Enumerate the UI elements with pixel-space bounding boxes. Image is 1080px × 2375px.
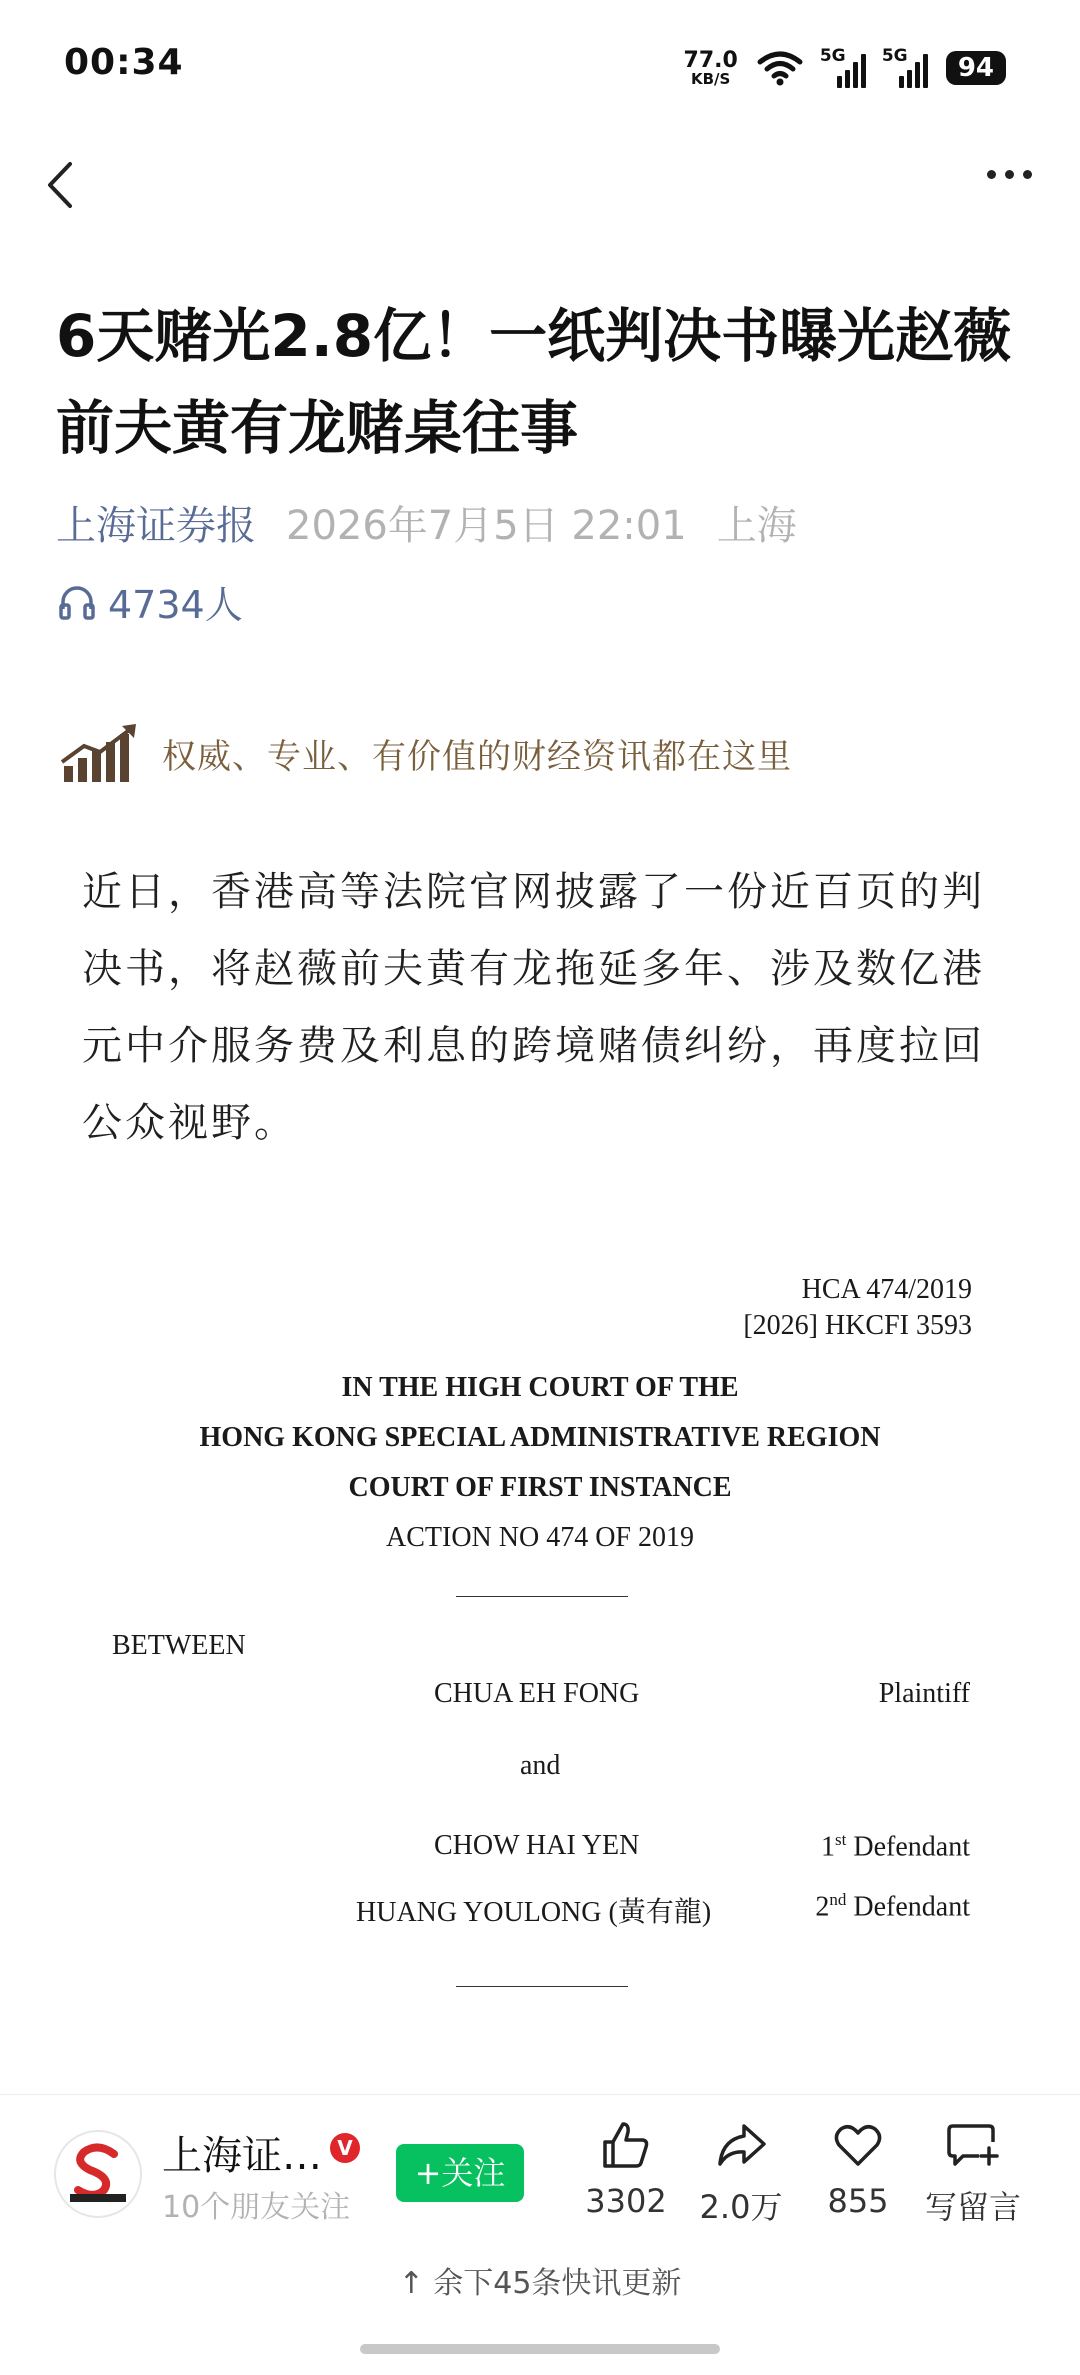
brand-banner	[60, 722, 792, 784]
action-number: ACTION NO 474 OF 2019	[386, 1522, 694, 1553]
and-label: and	[520, 1750, 561, 1781]
case-number: HCA 474/2019	[801, 1274, 972, 1305]
case-citation: [2026] HKCFI 3593	[743, 1310, 972, 1341]
article-title: 6天赌光2.8亿！一纸判决书曝光赵薇前夫黄有龙赌桌往事	[56, 302, 1012, 462]
more-options-icon[interactable]	[987, 170, 1032, 179]
net-speed-unit: KB/S	[691, 69, 731, 88]
case-number-block	[743, 1272, 972, 1344]
comment-button[interactable]	[918, 2118, 1028, 2228]
article-paragraph: 近日，香港高等法院官网披露了一份近百页的判决书，将赵薇前夫黄有龙拖延多年、涉及数亿港元中介服务费及利息的跨境赌债纠纷，再度拉回公众视野。	[82, 869, 985, 1146]
signal-icon-1	[819, 46, 866, 88]
back-arrow-icon[interactable]	[40, 160, 80, 210]
favorite-count: 855	[827, 2182, 889, 2220]
defendant-2-ordinal: 2	[815, 1891, 830, 1923]
publish-date: 2026年7月5日 22:01	[286, 503, 687, 549]
like-button[interactable]	[571, 2118, 681, 2220]
home-indicator[interactable]	[360, 2344, 720, 2354]
listen-button[interactable]	[58, 574, 243, 629]
defendant-1-name: CHOW HAI YEN	[434, 1830, 640, 1861]
article-meta	[56, 494, 797, 551]
remaining-updates-link[interactable]: ↑ 余下45条快讯更新	[398, 2266, 682, 2301]
account-avatar[interactable]	[54, 2130, 142, 2218]
heart-icon	[831, 2118, 885, 2172]
defendant-2-role-label: Defendant	[853, 1891, 970, 1923]
plaintiff-role: Plaintiff	[878, 1678, 970, 1709]
status-icons	[684, 48, 1006, 88]
court-line-1: IN THE HIGH COURT OF THE	[341, 1372, 739, 1403]
signal-label-2: 5G	[881, 46, 908, 66]
publisher-logo-icon	[56, 2132, 140, 2216]
court-line-3: COURT OF FIRST INSTANCE	[348, 1472, 732, 1503]
signal-label-1: 5G	[819, 46, 846, 66]
share-icon	[714, 2118, 768, 2172]
share-button[interactable]	[686, 2118, 796, 2228]
defendant-2-suffix: nd	[829, 1890, 847, 1909]
like-count: 3302	[585, 2182, 667, 2220]
banner-text: 权威、专业、有价值的财经资讯都在这里	[162, 736, 792, 777]
favorite-button[interactable]	[803, 2118, 913, 2220]
between-label: BETWEEN	[112, 1630, 246, 1661]
defendant-2-role	[815, 1890, 970, 1923]
defendant-2-name: HUANG YOULONG (黃有龍)	[356, 1897, 712, 1928]
source-link[interactable]: 上海证券报	[56, 503, 256, 549]
listener-count: 4734人	[108, 583, 243, 627]
follow-button[interactable]: +关注	[396, 2144, 524, 2202]
plaintiff-name: CHUA EH FONG	[434, 1678, 640, 1709]
friends-follow-count: 10个朋友关注	[162, 2190, 351, 2225]
defendant-1-ordinal: 1	[821, 1831, 836, 1863]
chart-growth-icon	[60, 722, 140, 784]
battery-indicator: 94	[946, 51, 1006, 85]
defendant-1-suffix: st	[835, 1830, 847, 1849]
account-name[interactable]: 上海证…	[162, 2133, 322, 2179]
wifi-icon	[756, 50, 804, 86]
verified-badge-icon: V	[330, 2133, 360, 2163]
share-count: 2.0万	[699, 2188, 783, 2226]
status-time: 00:34	[64, 42, 184, 83]
defendant-1-role	[821, 1830, 970, 1863]
defendant-1-role-label: Defendant	[853, 1831, 970, 1863]
net-speed-value: 77.0	[683, 47, 738, 73]
headphones-icon	[58, 583, 96, 621]
comment-add-icon	[945, 2118, 1001, 2172]
divider-rule	[456, 1596, 628, 1597]
thumbs-up-icon	[599, 2118, 653, 2172]
net-speed	[683, 47, 738, 88]
court-line-2: HONG KONG SPECIAL ADMINISTRATIVE REGION	[199, 1422, 881, 1453]
signal-icon-2	[881, 46, 928, 88]
divider-rule	[456, 1986, 628, 1987]
comment-label: 写留言	[924, 2188, 1021, 2226]
publish-location: 上海	[716, 503, 797, 549]
